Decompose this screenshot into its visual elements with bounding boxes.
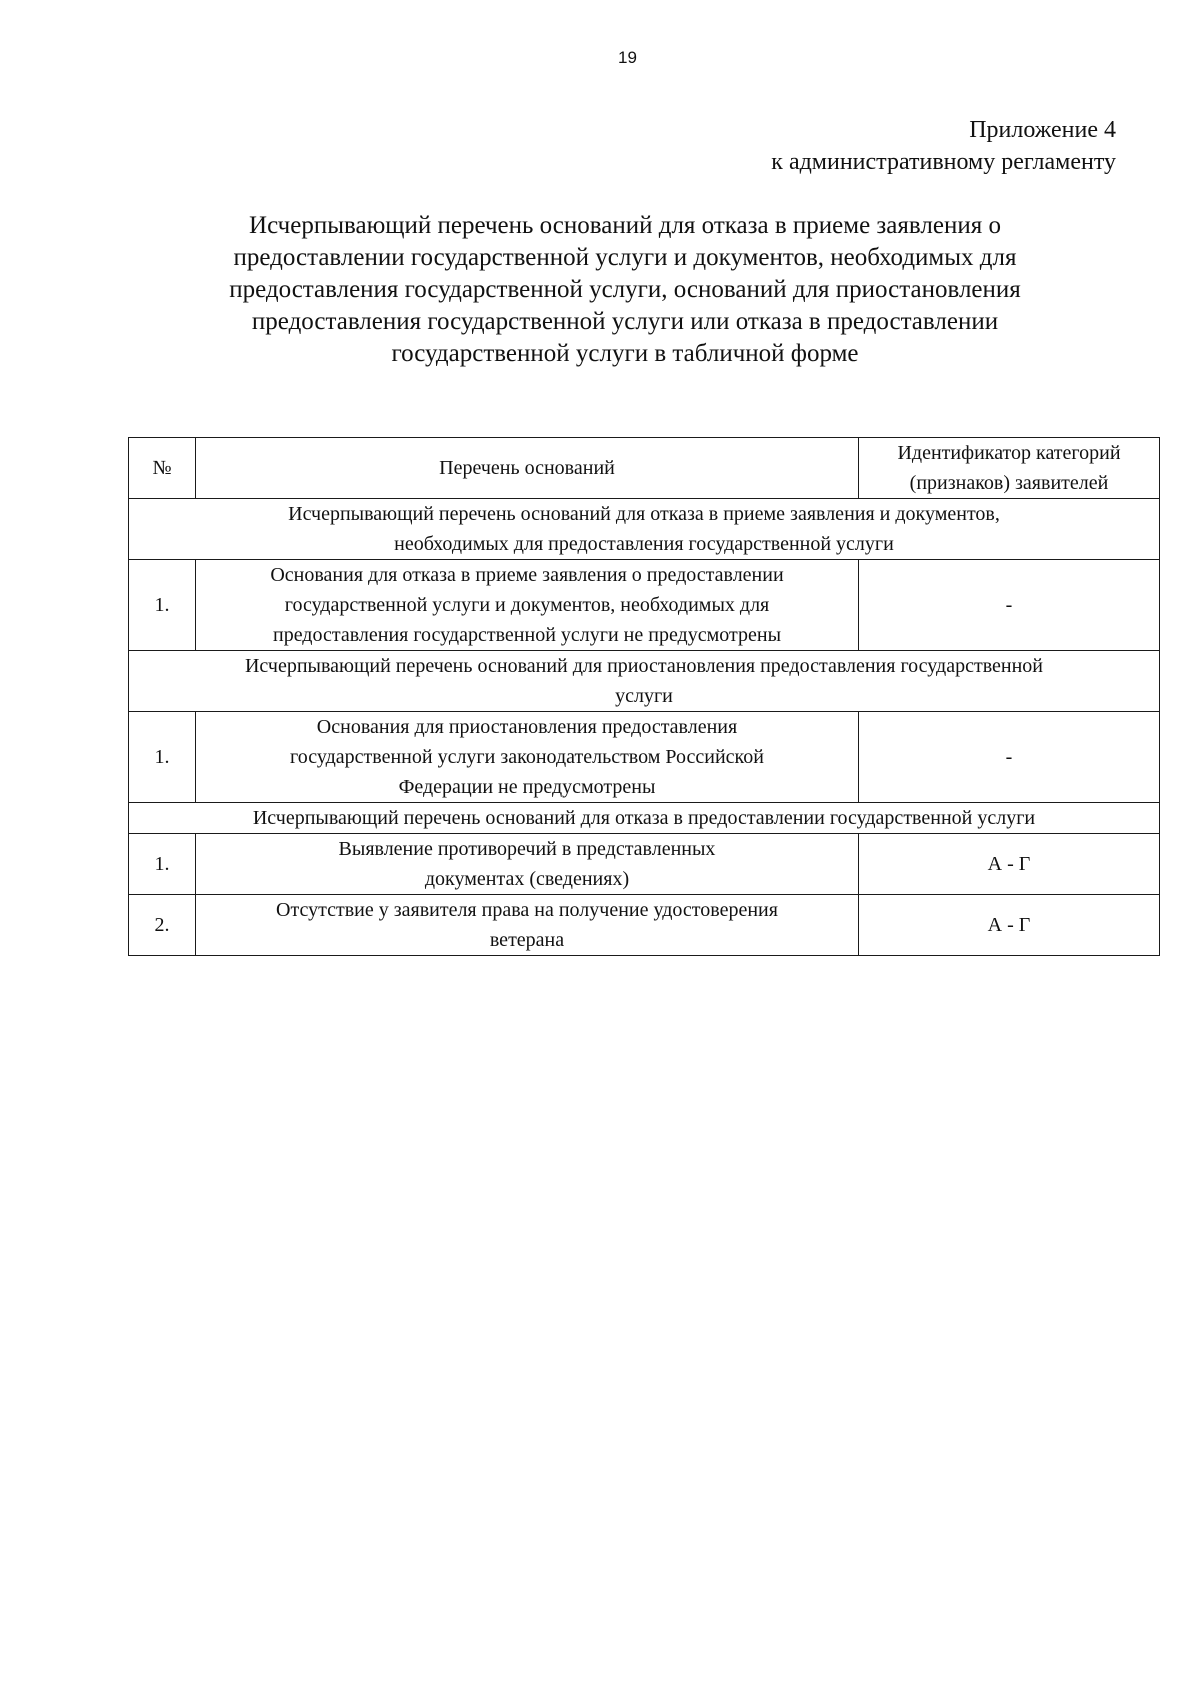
table-header-row	[129, 438, 1160, 499]
title-line: предоставления государственной услуги, оснований для приостановления	[229, 276, 1021, 303]
row-number: 1.	[129, 834, 196, 895]
row-number: 1.	[129, 712, 196, 803]
row-number: 2.	[129, 895, 196, 956]
annex-header	[771, 114, 1116, 178]
section-heading: Исчерпывающий перечень оснований для отказа в предоставлении государственной услуги	[129, 803, 1160, 834]
table-row	[129, 834, 1160, 895]
row-grounds-text: Отсутствие у заявителя права на получение удостоверения ветерана	[196, 895, 859, 956]
title-line: Исчерпывающий перечень оснований для отказа в приеме заявления о	[249, 212, 1001, 239]
title-line: предоставления государственной услуги или отказа в предоставлении	[251, 308, 999, 335]
document-title	[160, 210, 1090, 370]
table-row	[129, 560, 1160, 651]
section-heading-row	[129, 803, 1160, 834]
section-heading-row	[129, 499, 1160, 560]
header-applicant-id: Идентификатор категорий (признаков) заявителей	[859, 438, 1160, 499]
grounds-table	[128, 437, 1160, 956]
header-num: №	[129, 438, 196, 499]
row-applicant-id: А - Г	[859, 895, 1160, 956]
title-line: предоставлении государственной услуги и документов, необходимых для	[233, 244, 1017, 271]
section-heading-row	[129, 651, 1160, 712]
row-applicant-id: -	[859, 712, 1160, 803]
table-row	[129, 712, 1160, 803]
row-applicant-id: -	[859, 560, 1160, 651]
section-heading: Исчерпывающий перечень оснований для отказа в приеме заявления и документов, необходимых для предоставления государственной услуги	[129, 499, 1160, 560]
annex-number: Приложение 4	[969, 117, 1116, 143]
section-heading: Исчерпывающий перечень оснований для приостановления предоставления государственной услуги	[129, 651, 1160, 712]
row-applicant-id: А - Г	[859, 834, 1160, 895]
title-line: государственной услуги в табличной форме	[391, 340, 859, 367]
page-number: 19	[618, 48, 637, 67]
row-number: 1.	[129, 560, 196, 651]
header-grounds: Перечень оснований	[196, 438, 859, 499]
row-grounds-text: Основания для отказа в приеме заявления о предоставлении государственной услуги и документов, необходимых для предоставления государственной услуги не предусмотрены	[196, 560, 859, 651]
row-grounds-text: Выявление противоречий в представленных документах (сведениях)	[196, 834, 859, 895]
row-grounds-text: Основания для приостановления предоставления государственной услуги законодательством Российской Федерации не предусмотрены	[196, 712, 859, 803]
table-row	[129, 895, 1160, 956]
annex-reference: к административному регламенту	[771, 149, 1116, 175]
